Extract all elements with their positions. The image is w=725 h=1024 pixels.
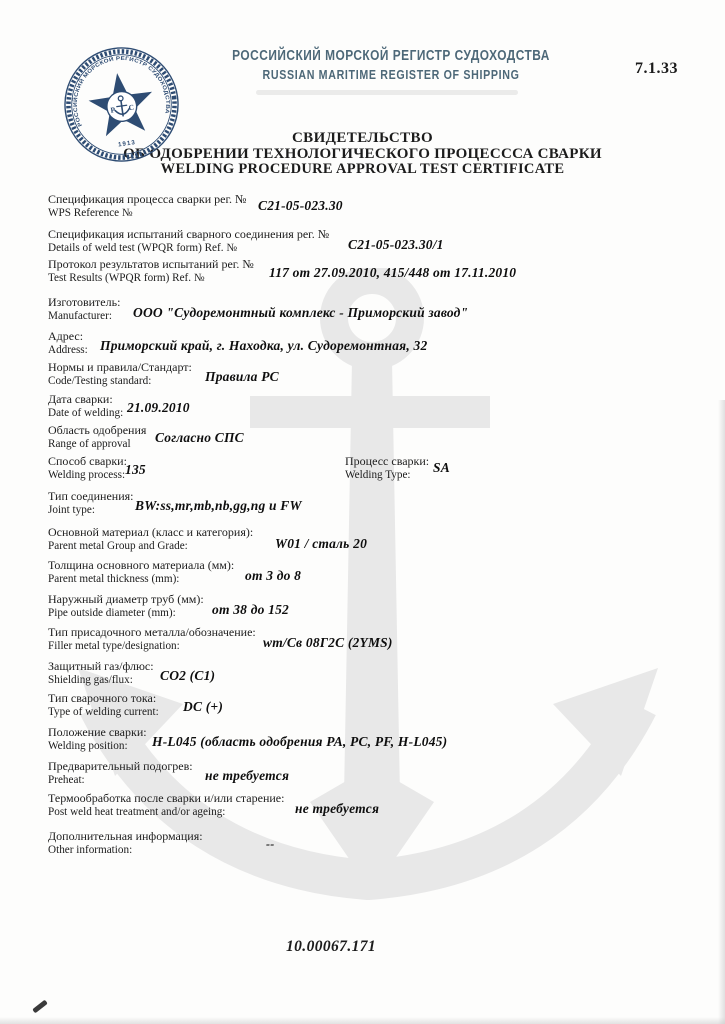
field-row-pwht — [48, 792, 703, 818]
field-row-range-of-approval — [48, 424, 703, 450]
field-label-en: Parent metal Group and Grade: — [48, 539, 188, 552]
field-label-ru: Тип присадочного металла/обозначение: — [48, 625, 256, 639]
field-value: DC (+) — [183, 699, 224, 714]
register-name — [197, 47, 584, 84]
field-label-ru: Тип сварочного тока: — [48, 691, 157, 705]
field-label-ru: Дата сварки: — [48, 392, 113, 406]
field-value: 135 — [125, 462, 146, 477]
title-en: WELDING PROCEDURE APPROVAL TEST CERTIFICATE — [160, 161, 565, 178]
field-value: от 3 до 8 — [245, 568, 302, 583]
field-row-welding-type — [345, 455, 429, 481]
scan-edge-artifact — [718, 400, 725, 1024]
field-label-ru: Защитный газ/флюс: — [48, 659, 154, 673]
field-label-ru: Спецификация испытаний сварного соединения рег. № — [48, 227, 330, 241]
field-row-manufacturer — [48, 296, 703, 322]
field-row-preheat — [48, 760, 703, 786]
seal-year: 1913 — [117, 139, 137, 149]
field-value: -- — [266, 837, 275, 851]
field-value: ООО "Судоремонтный комплекс - Приморский завод" — [133, 305, 469, 320]
field-row-weld-test-details — [48, 228, 703, 254]
field-value: BW:ss,mr,mb,nb,gg,ng и FW — [135, 498, 302, 513]
field-row-welding-current — [48, 692, 703, 718]
field-row-welding-date — [48, 393, 703, 419]
field-label-en: Welding Type: — [345, 468, 411, 481]
scan-corner-mark — [32, 1000, 48, 1014]
field-value: C21-05-023.30/1 — [348, 237, 444, 252]
field-value: Правила РС — [205, 369, 279, 384]
field-label-ru: Изготовитель: — [48, 295, 121, 309]
field-label-en: Range of approval — [48, 437, 131, 450]
field-value: не требуется — [295, 801, 380, 816]
field-label-en: Filler metal type/designation: — [48, 639, 180, 652]
field-label-ru: Способ сварки: — [48, 454, 127, 468]
field-row-shielding-gas — [48, 660, 703, 686]
field-label-en: Address: — [48, 343, 88, 356]
field-value: от 38 до 152 — [212, 602, 289, 617]
field-row-joint-type — [48, 490, 703, 516]
field-label-en: Welding position: — [48, 739, 128, 752]
field-label-ru: Нормы и правила/Стандарт: — [48, 360, 192, 374]
field-value: не требуется — [205, 768, 290, 783]
field-label-en: Type of welding current: — [48, 705, 159, 718]
field-label-en: Other information: — [48, 843, 133, 856]
field-value: CO2 (C1) — [160, 668, 216, 683]
field-label-en: Manufacturer: — [48, 309, 112, 322]
register-seal-logo — [62, 45, 181, 164]
field-row-welding-position — [48, 726, 703, 752]
field-row-other-information — [48, 830, 703, 856]
field-label-ru: Область одобрения — [48, 423, 147, 437]
field-value: wm/Св 08Г2С (2YMS) — [263, 635, 393, 650]
form-code: 7.1.33 — [635, 60, 678, 77]
field-label-en: Shielding gas/flux: — [48, 673, 133, 686]
field-label-ru: Основной материал (класс и категория): — [48, 525, 254, 539]
field-label-en: Post weld heat treatment and/or ageing: — [48, 805, 226, 818]
field-row-parent-metal — [48, 526, 703, 552]
field-label-en: Code/Testing standard: — [48, 374, 152, 387]
title-ru-line2: ОБ ОДОБРЕНИИ ТЕХНОЛОГИЧЕСКОГО ПРОЦЕСССА СВАРКИ — [123, 145, 602, 162]
field-row-address — [48, 330, 703, 356]
field-value: H-L045 (область одобрения PA, PC, PF, H-L045) — [152, 734, 448, 749]
field-label-en: Date of welding: — [48, 406, 124, 419]
field-label-ru: Дополнительная информация: — [48, 829, 203, 843]
field-value: Согласно СПС — [155, 430, 244, 445]
seal-letter-left: Р — [109, 105, 116, 115]
field-label-en: WPS Reference № — [48, 206, 133, 219]
field-label-en: Test Results (WPQR form) Ref. № — [48, 271, 205, 284]
seal-letter-right: С — [128, 102, 135, 113]
scan-smudge — [256, 90, 518, 95]
seal-ring-text: РОССИЙСКИЙ МОРСКОЙ РЕГИСТР СУДОХОДСТВА — [72, 55, 171, 128]
footer-document-number: 10.00067.171 — [286, 938, 377, 955]
field-label-ru: Тип соединения: — [48, 489, 134, 503]
field-label-ru: Протокол результатов испытаний рег. № — [48, 257, 254, 271]
field-label-ru: Адрес: — [48, 329, 84, 343]
field-label-ru: Наружный диаметр труб (мм): — [48, 592, 204, 606]
field-value: 21.09.2010 — [127, 400, 190, 415]
field-label-ru: Положение сварки: — [48, 725, 147, 739]
title-ru-line1: СВИДЕТЕЛЬСТВО — [291, 130, 434, 146]
field-value: SA — [433, 460, 450, 475]
register-name-en: RUSSIAN MARITIME REGISTER OF SHIPPING — [262, 67, 520, 82]
field-row-wps-reference — [48, 193, 703, 219]
field-label-en: Details of weld test (WPQR form) Ref. № — [48, 241, 238, 254]
field-value: C21-05-023.30 — [258, 198, 343, 213]
field-label-en: Parent metal thickness (mm): — [48, 572, 180, 585]
field-label-ru: Предварительный подогрев: — [48, 759, 193, 773]
field-row-filler-metal — [48, 626, 703, 652]
scan-edge-artifact — [0, 1017, 725, 1024]
field-label-ru: Толщина основного материала (мм): — [48, 558, 235, 572]
field-value: Приморский край, г. Находка, ул. Судоремонтная, 32 — [100, 338, 428, 353]
field-row-standard — [48, 361, 703, 387]
field-label-en: Preheat: — [48, 773, 85, 786]
field-label-en: Pipe outside diameter (mm): — [48, 606, 176, 619]
field-label-ru: Процесс сварки: — [345, 454, 430, 468]
register-name-ru: РОССИЙСКИЙ МОРСКОЙ РЕГИСТР СУДОХОДСТВА — [232, 48, 550, 64]
field-row-parent-thickness — [48, 559, 703, 585]
field-row-welding-process — [48, 455, 703, 481]
field-value: W01 / сталь 20 — [275, 536, 368, 551]
field-label-ru: Спецификация процесса сварки рег. № — [48, 192, 247, 206]
field-label-en: Welding process: — [48, 468, 126, 481]
field-row-pipe-diameter — [48, 593, 703, 619]
field-label-ru: Термообработка после сварки и/или старение: — [48, 791, 285, 805]
field-label-en: Joint type: — [48, 503, 95, 516]
field-value: 117 от 27.09.2010, 415/448 от 17.11.2010 — [269, 265, 517, 280]
field-row-test-results — [48, 258, 703, 284]
